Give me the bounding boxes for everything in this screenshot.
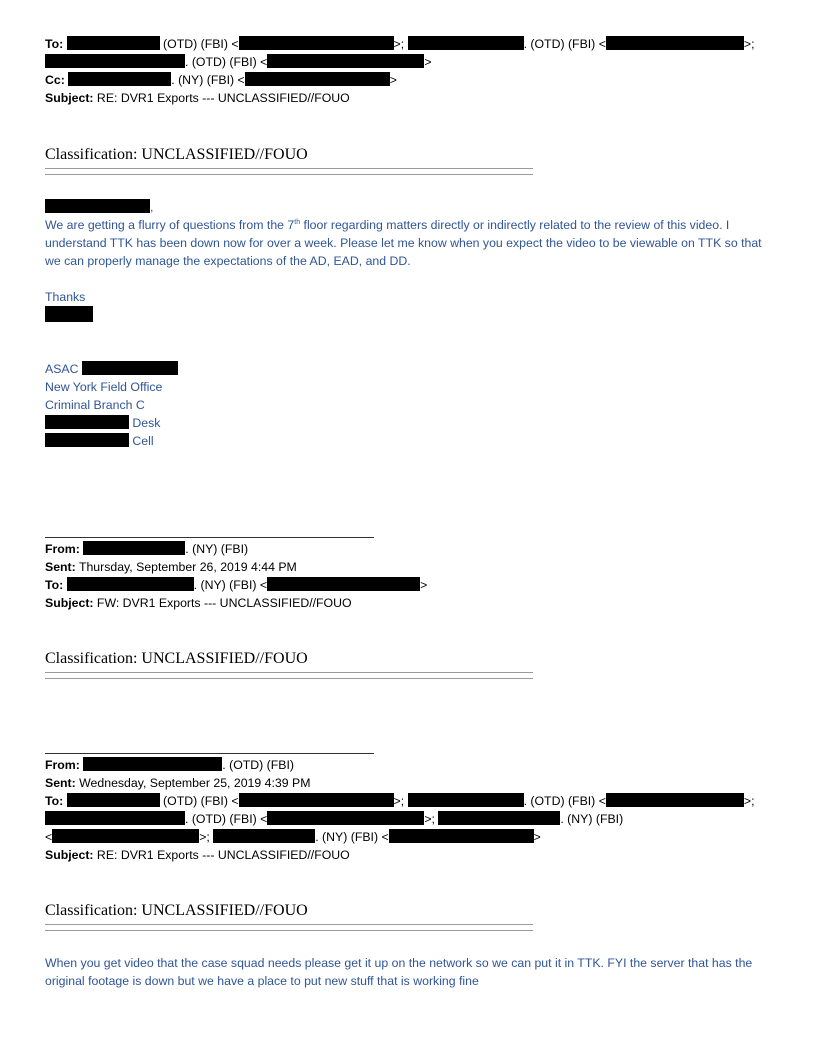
redaction (45, 811, 185, 825)
redaction (45, 199, 150, 213)
redaction (83, 541, 185, 555)
redaction (68, 72, 171, 86)
redaction (267, 54, 424, 68)
classification-divider (45, 168, 533, 175)
email1-classification: Classification: UNCLASSIFIED//FOUO (45, 146, 308, 163)
email3-body: When you get video that the case squad needs please get it up on the network so we can put it in TTK. FYI the server that has the original footage is down but we have a place to put new stuff that is working fine (45, 956, 753, 988)
email1-cc-line: Cc: . (NY) (FBI) < > (45, 73, 397, 87)
redaction (45, 415, 129, 429)
signature-office: New York Field Office (45, 380, 163, 394)
redaction (45, 433, 129, 447)
to-label: To: (45, 794, 64, 808)
cc-label: Cc: (45, 73, 65, 87)
email-separator (45, 537, 374, 538)
redaction (239, 36, 394, 50)
signature-desk: Desk (45, 414, 160, 432)
email3-subject-line: Subject: RE: DVR1 Exports --- UNCLASSIFIED//FOUO (45, 848, 350, 862)
email1-to-line-2: . (OTD) (FBI) < > (45, 53, 432, 71)
redaction (67, 577, 194, 591)
from-label: From: (45, 542, 80, 556)
redaction (438, 811, 560, 825)
email-separator (45, 753, 374, 754)
redaction (606, 793, 744, 807)
email2-to-line: To: . (NY) (FBI) < > (45, 578, 428, 592)
redaction (267, 577, 420, 591)
redaction (52, 829, 199, 843)
subject-label: Subject: (45, 848, 94, 862)
signature-branch: Criminal Branch C (45, 398, 145, 412)
email2-subject-line: Subject: FW: DVR1 Exports --- UNCLASSIFIED//FOUO (45, 596, 352, 610)
redaction (267, 811, 424, 825)
greeting: , (45, 198, 153, 216)
email3-sent-line: Sent: Wednesday, September 25, 2019 4:39 PM (45, 776, 311, 790)
redaction (606, 36, 744, 50)
email3-to-line-3: < >; . (NY) (FBI) < > (45, 830, 541, 844)
redaction (213, 829, 315, 843)
redaction (67, 36, 160, 50)
email2-sent-line: Sent: Thursday, September 26, 2019 4:44 PM (45, 560, 297, 574)
email2-classification: Classification: UNCLASSIFIED//FOUO (45, 650, 308, 667)
from-label: From: (45, 758, 80, 772)
email3-from-line: From: . (OTD) (FBI) (45, 758, 294, 772)
signature-cell: Cell (45, 432, 154, 450)
thanks: Thanks (45, 290, 86, 304)
email3-to-line-1: To: (OTD) (FBI) < >; . (OTD) (FBI) < >; (45, 794, 755, 808)
email1-body: We are getting a flurry of questions from the 7th floor regarding matters directly or indirectly related to the review of this video. I understand TTK has been down now for over a week. Please let me know when you expect the video to be viewable on TTK so that we can properly manage the expectations of the AD, EAD, and DD. (45, 218, 762, 268)
email1-to-line-1: To: (OTD) (FBI) < >; . (OTD) (FBI) < >; (45, 37, 755, 51)
redaction (408, 793, 524, 807)
redaction (239, 793, 394, 807)
redaction (83, 757, 222, 771)
email3-to-line-2: . (OTD) (FBI) < >; . (NY) (FBI) (45, 810, 623, 828)
redaction (245, 72, 390, 86)
redaction (408, 36, 524, 50)
subject-label: Subject: (45, 91, 94, 105)
email3-classification: Classification: UNCLASSIFIED//FOUO (45, 902, 308, 919)
sent-label: Sent: (45, 560, 76, 574)
classification-divider (45, 672, 533, 679)
sent-label: Sent: (45, 776, 76, 790)
redaction (45, 306, 93, 322)
redaction (389, 829, 534, 843)
redaction (82, 361, 178, 375)
redaction (67, 793, 160, 807)
classification-divider (45, 924, 533, 931)
redaction (45, 54, 185, 68)
sender-name-redacted (45, 306, 93, 325)
to-label: To: (45, 37, 64, 51)
to-label: To: (45, 578, 64, 592)
signature-title: ASAC (45, 360, 178, 378)
email2-from-line: From: . (NY) (FBI) (45, 542, 249, 556)
email1-subject-line: Subject: RE: DVR1 Exports --- UNCLASSIFIED//FOUO (45, 91, 350, 105)
subject-label: Subject: (45, 596, 94, 610)
